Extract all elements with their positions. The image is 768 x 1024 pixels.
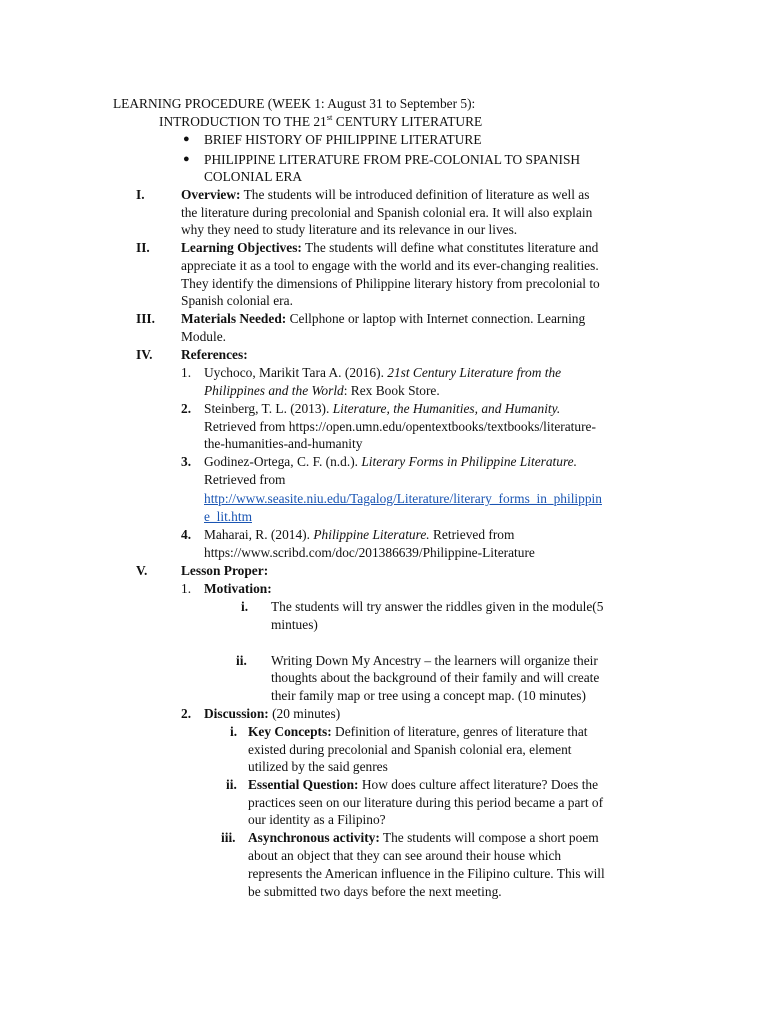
section-number: I. <box>136 187 145 202</box>
reference-number: 4. <box>181 527 192 542</box>
procedure-subtitle: INTRODUCTION TO THE 21st CENTURY LITERATURE <box>159 111 483 129</box>
reference-3-link[interactable]: http://www.seasite.niu.edu/Tagalog/Literature/literary_forms_in_philippin <box>204 491 602 506</box>
async-activity-line-1: Asynchronous activity: The students will compose a short poem <box>248 830 599 845</box>
materials-line-2: Module. <box>181 329 227 344</box>
reference-3-line-1: Godinez-Ortega, C. F. (n.d.). Literary Forms in Philippine Literature. <box>204 454 577 469</box>
key-concepts-line-3: utilized by the said genres <box>248 759 388 774</box>
async-activity-line-2: about an object that they can see around their house which <box>248 848 562 863</box>
reference-4-line-2: https://www.scribd.com/doc/201386639/Philippine-Literature <box>204 545 535 560</box>
section-number: IV. <box>136 347 153 362</box>
reference-number: 3. <box>181 454 192 469</box>
discussion-item-number: i. <box>230 724 238 739</box>
motivation-number: 1. <box>181 581 192 596</box>
reference-number: 2. <box>181 401 192 416</box>
section-number: V. <box>136 563 148 578</box>
motivation-heading: Motivation: <box>204 581 272 596</box>
overview-line-1: Overview: The students will be introduced definition of literature as well as <box>181 187 590 202</box>
key-concepts-line-2: existed during precolonial and Spanish colonial era, element <box>248 742 572 757</box>
motivation-item-2-line-2: thoughts about the background of their family and will create <box>271 670 600 685</box>
reference-1-line-2: Philippines and the World: Rex Book Store. <box>204 383 440 398</box>
section-number: III. <box>136 311 155 326</box>
discussion-item-number: iii. <box>221 830 236 845</box>
topic-bullet-1: BRIEF HISTORY OF PHILIPPINE LITERATURE <box>204 132 482 147</box>
reference-number: 1. <box>181 365 192 380</box>
bullet-icon: ● <box>183 133 190 145</box>
references-heading: References: <box>181 347 248 362</box>
key-concepts-line-1: Key Concepts: Definition of literature, genres of literature that <box>248 724 588 739</box>
objectives-line-1: Learning Objectives: The students will define what constitutes literature and <box>181 240 599 255</box>
discussion-item-number: ii. <box>226 777 237 792</box>
motivation-item-1-line-2: mintues) <box>271 617 318 632</box>
lesson-proper-heading: Lesson Proper: <box>181 563 269 578</box>
essential-question-line-1: Essential Question: How does culture affect literature? Does the <box>248 777 599 792</box>
async-activity-line-3: represents the American influence in the Filipino culture. This will <box>248 866 605 881</box>
motivation-item-number: i. <box>241 599 249 614</box>
motivation-item-1-line-1: The students will try answer the riddles given in the module(5 <box>271 599 604 614</box>
topic-bullet-2: PHILIPPINE LITERATURE FROM PRE-COLONIAL TO SPANISH <box>204 152 581 167</box>
motivation-item-number: ii. <box>236 653 247 668</box>
objectives-line-4: Spanish colonial era. <box>181 293 293 308</box>
reference-2-line-1: Steinberg, T. L. (2013). Literature, the Humanities, and Humanity. <box>204 401 561 416</box>
procedure-title: LEARNING PROCEDURE (WEEK 1: August 31 to September 5): <box>113 96 476 111</box>
reference-2-line-3: the-humanities-and-humanity <box>204 436 363 451</box>
overview-line-3: why they need to study literature and its relevance in our lives. <box>181 222 518 237</box>
section-number: II. <box>136 240 150 255</box>
reference-3-link-cont[interactable]: e_lit.htm <box>204 509 252 524</box>
bullet-icon: ● <box>183 153 190 165</box>
essential-question-line-3: our identity as a Filipino? <box>248 812 386 827</box>
essential-question-line-2: practices seen on our literature during this period became a part of <box>248 795 604 810</box>
reference-2-line-2: Retrieved from https://open.umn.edu/opentextbooks/textbooks/literature- <box>204 419 596 434</box>
objectives-line-2: appreciate it as a tool to engage with the world and its ever-changing realities. <box>181 258 599 273</box>
objectives-line-3: They identify the dimensions of Philippine literary history from precolonial to <box>181 276 600 291</box>
reference-1-line-1: Uychoco, Marikit Tara A. (2016). 21st Century Literature from the <box>204 365 562 380</box>
topic-bullet-2-cont: COLONIAL ERA <box>204 169 303 184</box>
reference-3-line-2: Retrieved from <box>204 472 286 487</box>
reference-4-line-1: Maharai, R. (2014). Philippine Literature. Retrieved from <box>204 527 515 542</box>
discussion-number: 2. <box>181 706 192 721</box>
motivation-item-2-line-3: their family map or tree using a concept map. (10 minutes) <box>271 688 586 703</box>
async-activity-line-4: be submitted two days before the next meeting. <box>248 884 502 899</box>
materials-line-1: Materials Needed: Cellphone or laptop with Internet connection. Learning <box>181 311 586 326</box>
overview-line-2: the literature during precolonial and Spanish colonial era. It will also explain <box>181 205 593 220</box>
motivation-item-2-line-1: Writing Down My Ancestry – the learners will organize their <box>271 653 598 668</box>
discussion-heading: Discussion: (20 minutes) <box>204 706 341 721</box>
